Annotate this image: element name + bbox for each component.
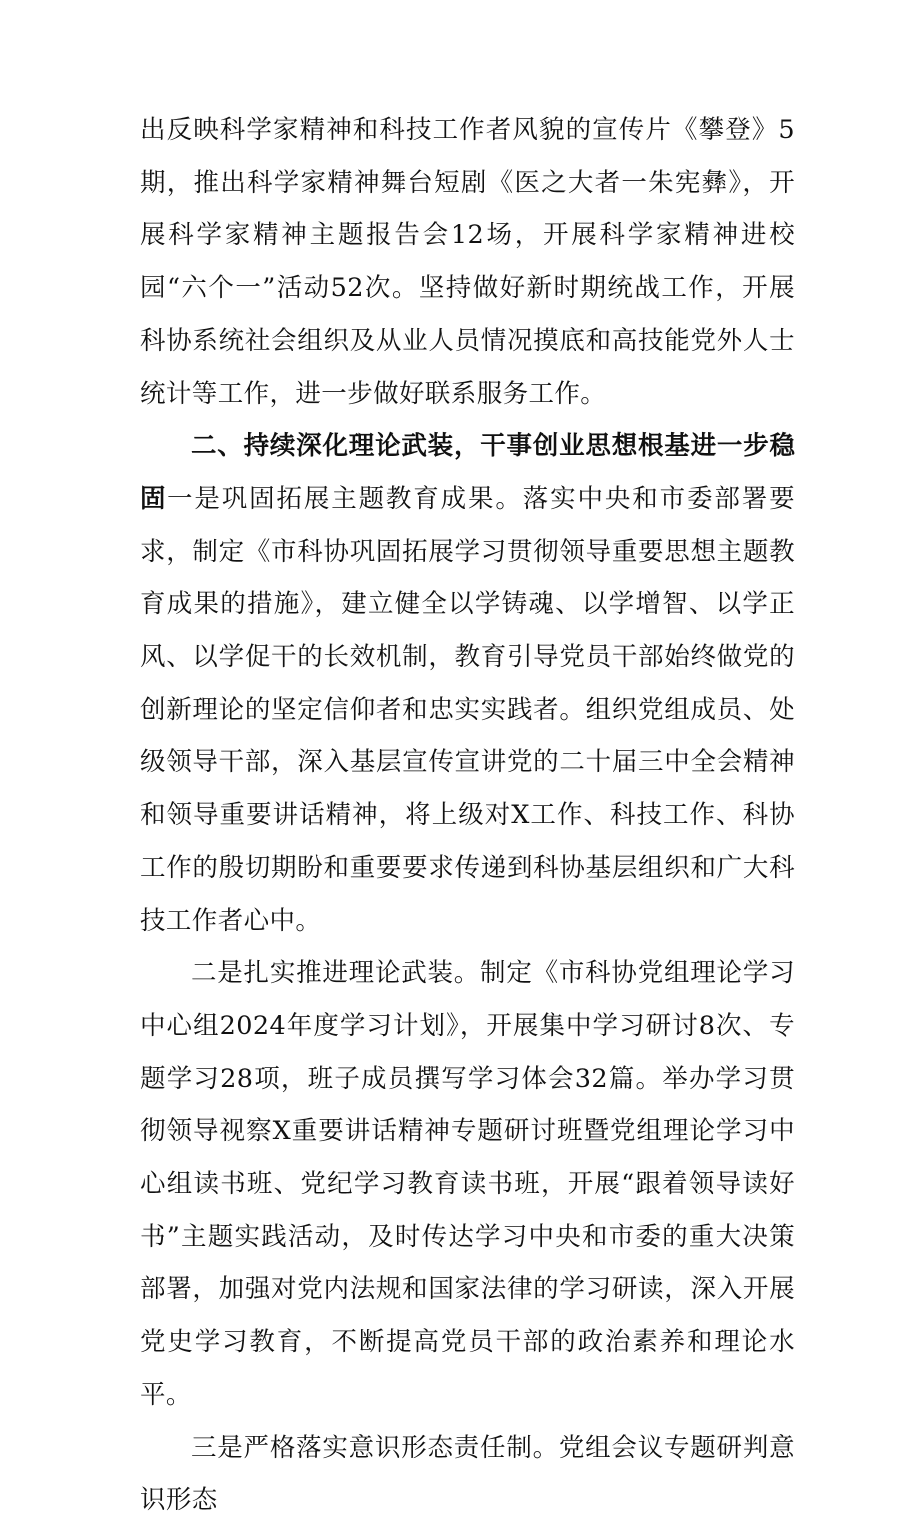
paragraph-text: 三是严格落实意识形态责任制。党组会议专题研判意识形态 — [140, 1432, 795, 1516]
document-body — [140, 104, 795, 1527]
paragraph-theory-study — [140, 947, 795, 1421]
paragraph-text: 出反映科学家精神和科技工作者风貌的宣传片《攀登》5期，推出科学家精神舞台短剧《医之大者一朱宪彝》，开展科学家精神主题报告会12场，开展科学家精神进校园“六个一”活动52次。坚持做好新时期统战工作，开展科协系统社会组织及从业人员情况摸底和高技能党外人士统计等工作，进一步做好联系服务工作。 — [140, 115, 795, 409]
paragraph-ideology-responsibility — [140, 1422, 795, 1527]
paragraph-text: 二是扎实推进理论武装。制定《市科协党组理论学习中心组2024年度学习计划》，开展集中学习研讨8次、专题学习28项，班子成员撰写学习体会32篇。举办学习贯彻领导视察X重要讲话精神专题研讨班暨党组理论学习中心组读书班、党纪学习教育读书班，开展“跟着领导读好书”主题实践活动，及时传达学习中央和市委的重大决策部署，加强对党内法规和国家法律的学习研读，深入开展党史学习教育，不断提高党员干部的政治素养和理论水平。 — [140, 958, 795, 1410]
paragraph-section-two — [140, 420, 795, 947]
paragraph-text: 一是巩固拓展主题教育成果。落实中央和市委部署要求，制定《市科协巩固拓展学习贯彻领导重要思想主题教育成果的措施》，建立健全以学铸魂、以学增智、以学正风、以学促干的长效机制，教育引导党员干部始终做党的创新理论的坚定信仰者和忠实实践者。组织党组成员、处级领导干部，深入基层宣传宣讲党的二十届三中全会精神和领导重要讲话精神，将上级对X工作、科技工作、科协工作的殷切期盼和重要要求传递到科协基层组织和广大科技工作者心中。 — [140, 483, 795, 936]
paragraph-continuation — [140, 104, 795, 420]
section-heading: 二、持续深化理论武装，干事创业思想根基进一步稳固 — [140, 431, 795, 514]
